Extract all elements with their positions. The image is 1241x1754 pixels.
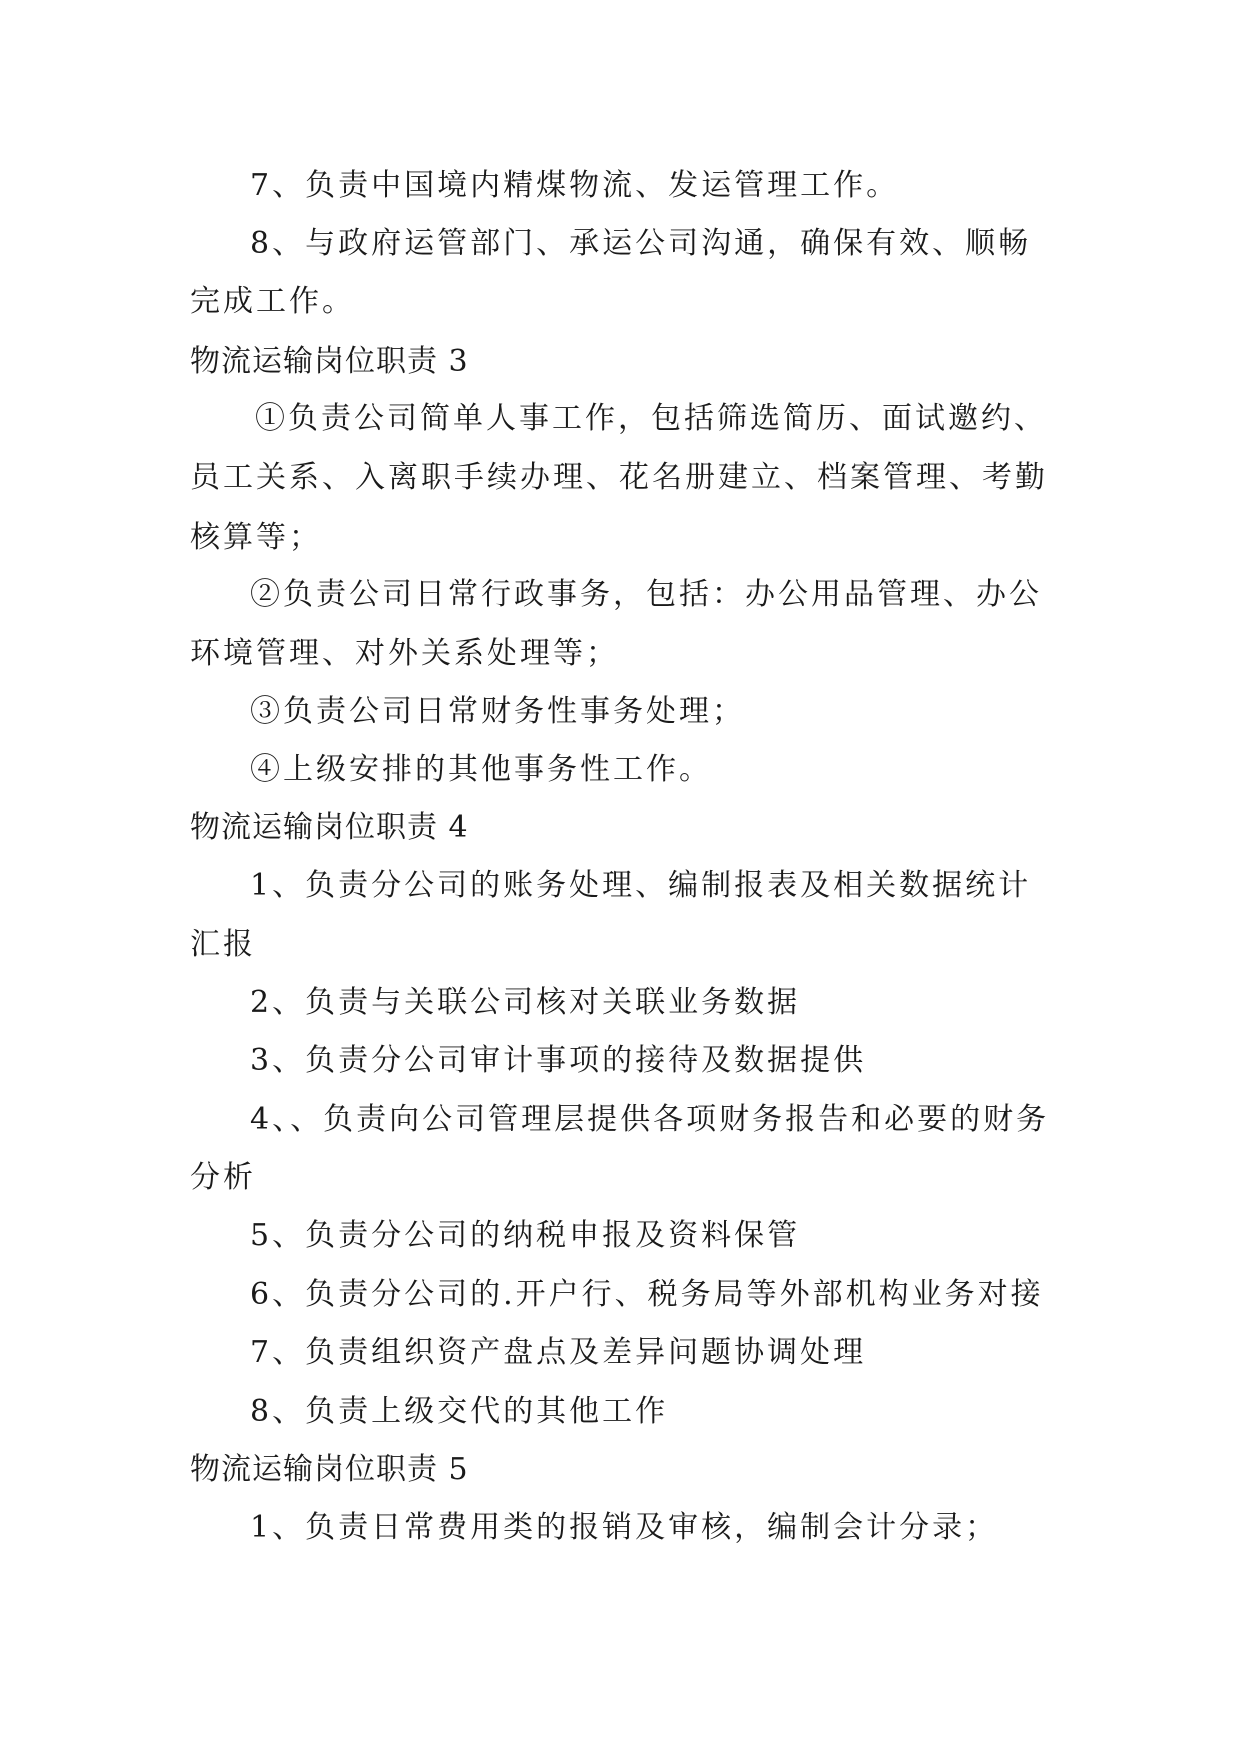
section-3-item-1-line-1: ①负责公司简单人事工作，包括筛选简历、面试邀约、 [255,401,1047,436]
section-3-item-2-line-2: 环境管理、对外关系处理等； [190,636,619,671]
section-4-item-1-line-1: 1、负责分公司的账务处理、编制报表及相关数据统计 [250,868,1032,903]
section-3-item-4: ④上级安排的其他事务性工作。 [250,752,712,787]
section-4-item-4-line-2: 分析 [190,1160,256,1195]
section-5-item-1: 1、负责日常费用类的报销及审核，编制会计分录； [250,1510,999,1545]
section-4-item-4-line-1: 4、、负责向公司管理层提供各项财务报告和必要的财务 [250,1102,1050,1137]
section-4-item-2: 2、负责与关联公司核对关联业务数据 [250,985,801,1020]
section-3-item-3: ③负责公司日常财务性事务处理； [250,694,745,729]
section-3-item-1-line-2: 员工关系、入离职手续办理、花名册建立、档案管理、考勤 [190,460,1048,495]
section-4-item-1-line-2: 汇报 [190,927,256,962]
section-3-item-1-line-3: 核算等； [190,520,322,555]
section-4-item-3: 3、负责分公司审计事项的接待及数据提供 [250,1043,867,1078]
section-4-item-7: 7、负责组织资产盘点及差异问题协调处理 [250,1335,867,1370]
section-3-title: 物流运输岗位职责 3 [190,344,469,379]
section-2-item-8-line-2: 完成工作。 [190,284,355,319]
section-4-item-5: 5、负责分公司的纳税申报及资料保管 [250,1218,801,1253]
section-4-item-6: 6、负责分公司的.开户行、税务局等外部机构业务对接 [250,1277,1044,1312]
section-4-title: 物流运输岗位职责 4 [190,810,469,845]
section-2-item-7: 7、负责中国境内精煤物流、发运管理工作。 [250,168,900,203]
section-5-title: 物流运输岗位职责 5 [190,1452,469,1487]
section-4-item-8: 8、负责上级交代的其他工作 [250,1394,669,1429]
section-2-item-8-line-1: 8、与政府运管部门、承运公司沟通，确保有效、顺畅 [250,226,1032,261]
section-3-item-2-line-1: ②负责公司日常行政事务，包括：办公用品管理、办公 [250,577,1042,612]
